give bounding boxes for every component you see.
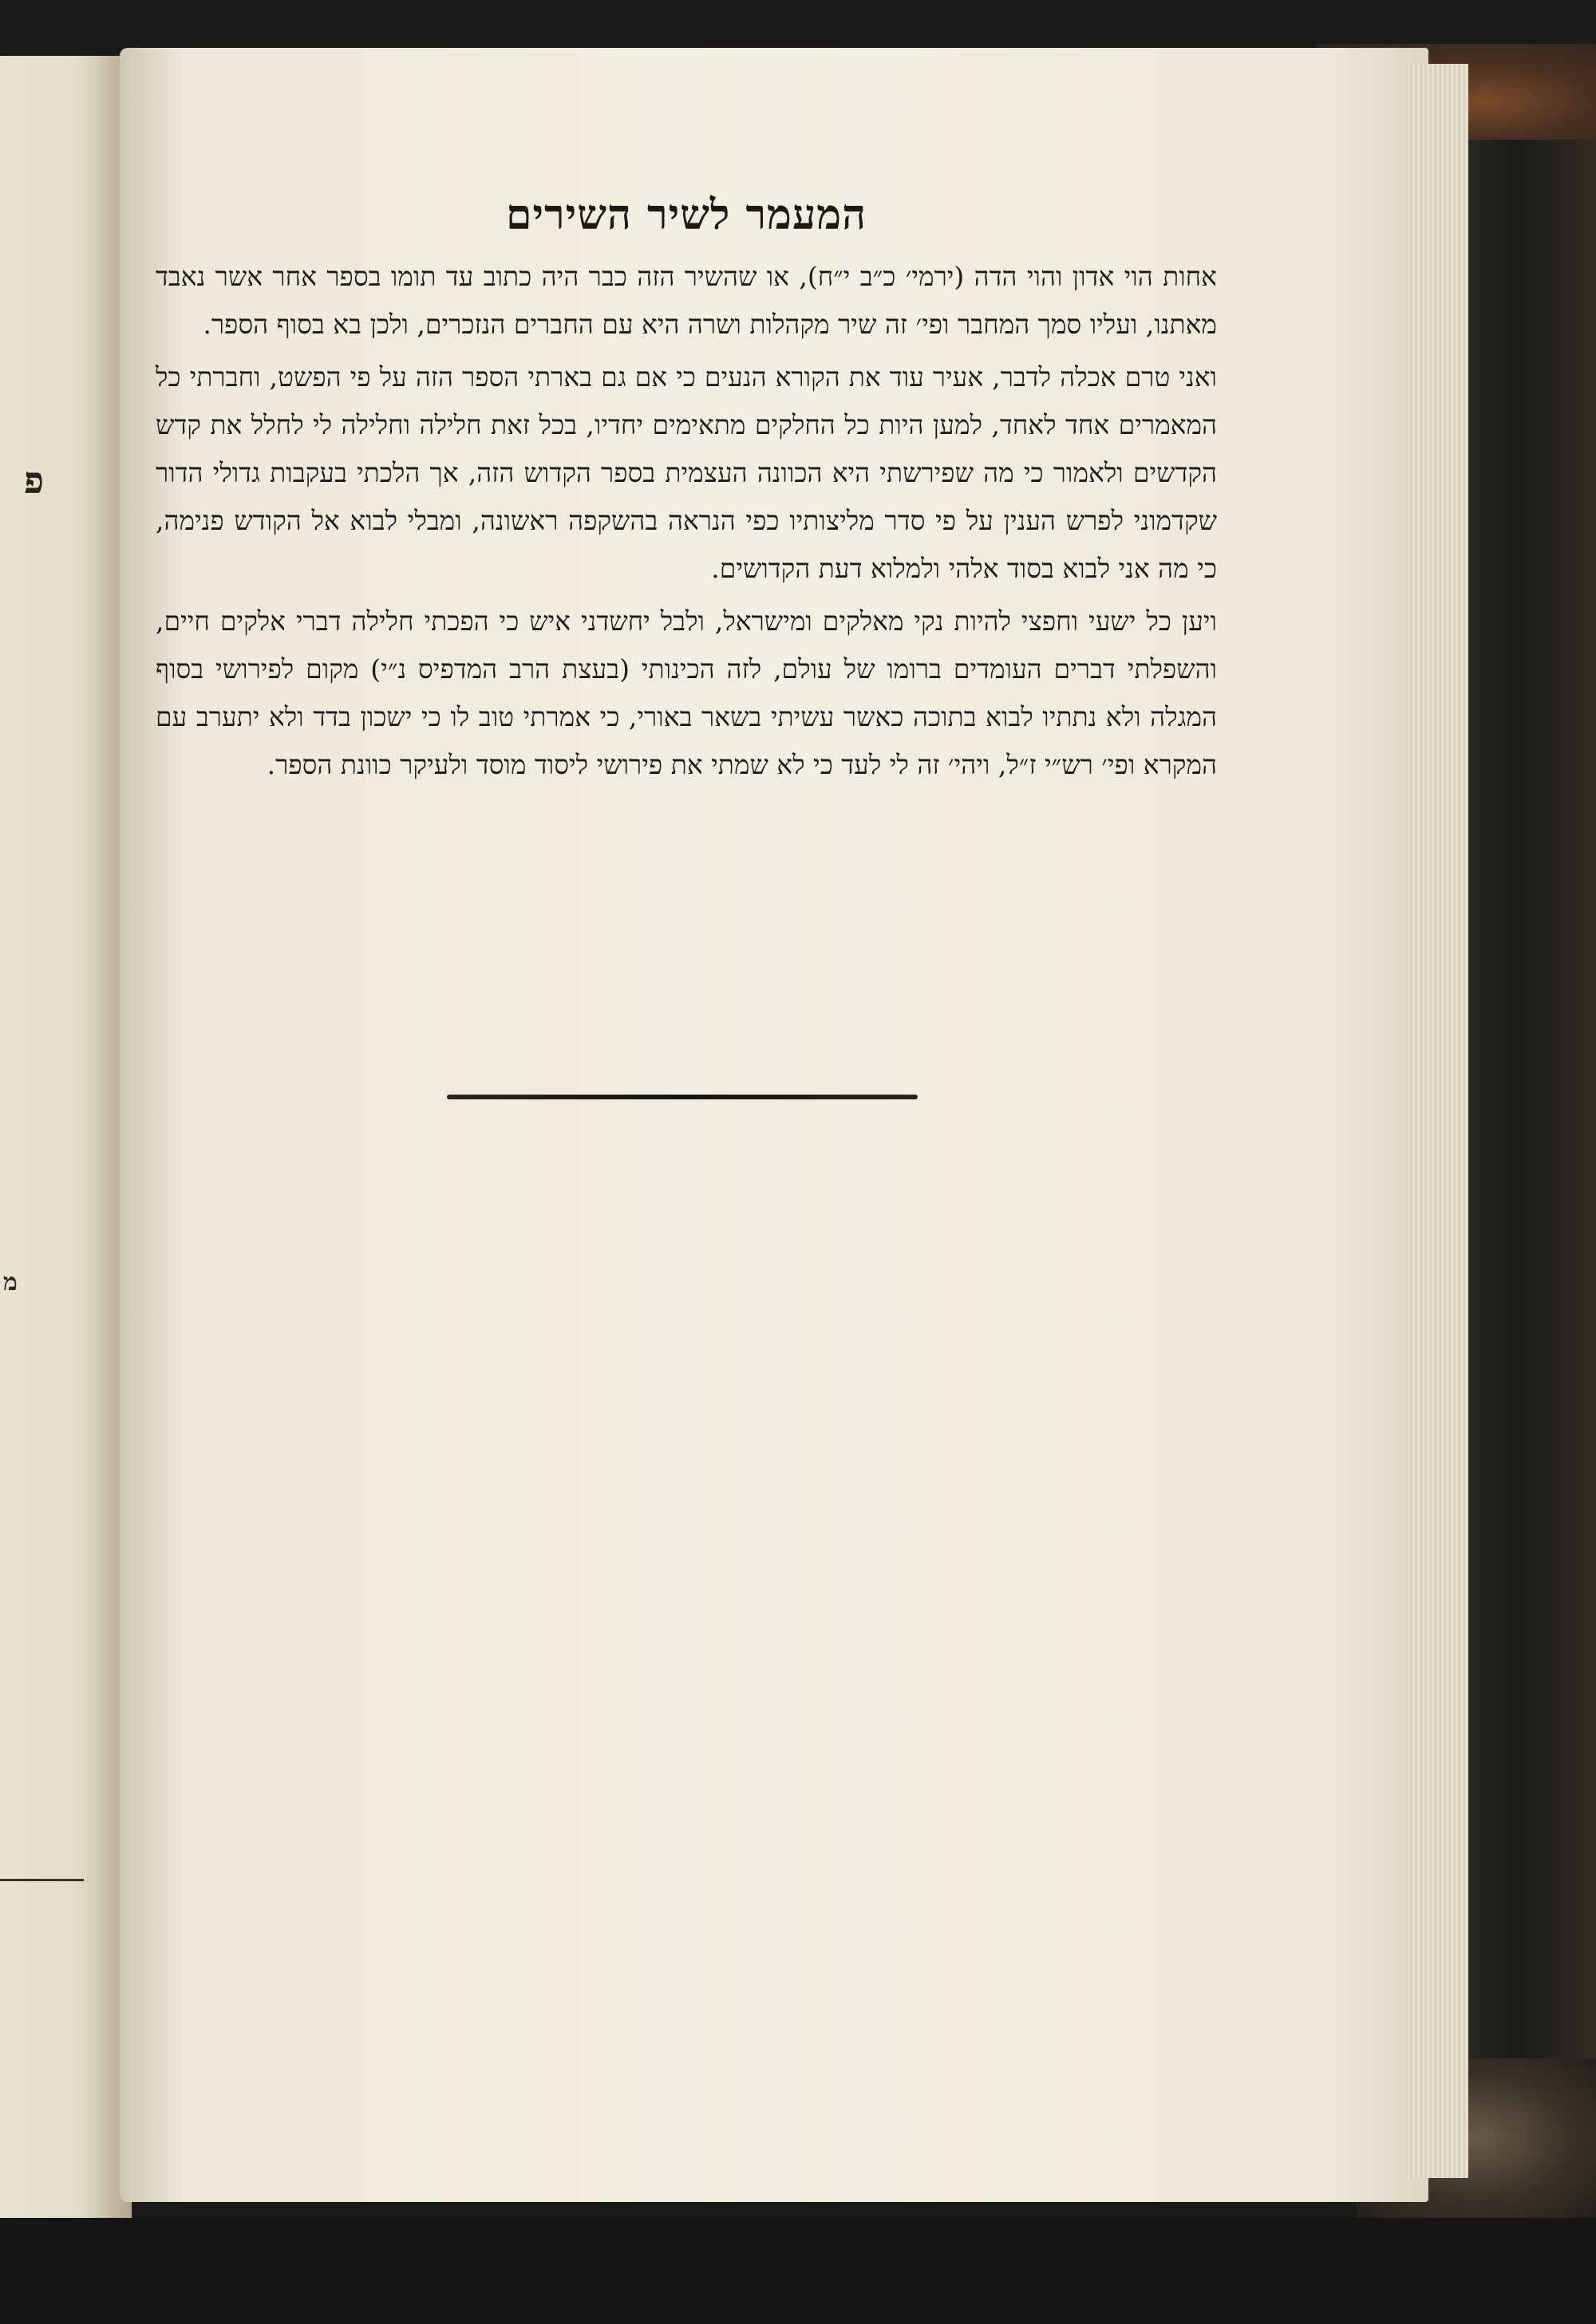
background-surface [0, 2218, 1596, 2324]
paragraph-2: ואני טרם אכלה לדבר, אעיר עוד את הקורא הנעים כי אם גם בארתי הספר הזה על פי הפשט, וחברתי כל המאמרים אחד לאחד, למען היות כל החלקים מתאימים יחדיו, בכל זאת חלילה וחלילה לי לחלל את קדש הקדשים ולאמור כי מה שפירשתי היא הכוונה העצמית בספר הקדוש הזה, אך הלכתי בעקבות גדולי הדור שקדמוני לפרש הענין על פי סדר מליצותיו כפי הנראה בהשקפה ראשונה, ומבלי לבוא אל הקודש פנימה, כי מה אני לבוא בסוד אלהי ולמלוא דעת הקדושים. [156, 361, 1217, 584]
facing-page-rule [0, 1879, 84, 1881]
page-block-edges [1404, 64, 1468, 2178]
facing-page-fragment-bottom: מ [3, 1269, 18, 1296]
section-divider-rule [447, 1095, 918, 1099]
paragraph-3: ויען כל ישעי וחפצי להיות נקי מאלקים ומישראל, ולבל יחשדני איש כי הפכתי חלילה דברי אלקים חיים, והשפלתי דברים העומדים ברומו של עולם, לזה הכינותי (בעצת הרב המדפיס נ״י) מקום לפירושי בסוף המגלה ולא נתתיו לבוא בתוכה כאשר עשיתי בשאר באורי, כי אמרתי טוב לו כי ישכון בדד ולא יתערב עם המקרא ופי׳ רש״י ז״ל, ויהי׳ זה לי לעד כי לא שמתי את פירושי ליסוד מוסד ולעיקר כוונת הספר. [156, 606, 1217, 780]
paragraph-1: אחות הוי אדון והוי הדה (ירמי׳ כ״ב י״ח), או שהשיר הזה כבר היה כתוב עד תומו בספר אחר אשר נאבד מאתנו, ועליו סמך המחבר ופי׳ זה שיר מקהלות ושרה היא עם החברים הנזכרים, ולכן בא בסוף הספר. [156, 261, 1217, 340]
page-content [156, 187, 1217, 794]
facing-page-fragment-top: פ [24, 459, 45, 502]
page-title: המעמר לשיר השירים [505, 191, 867, 239]
book-spine-right [1460, 48, 1596, 2324]
